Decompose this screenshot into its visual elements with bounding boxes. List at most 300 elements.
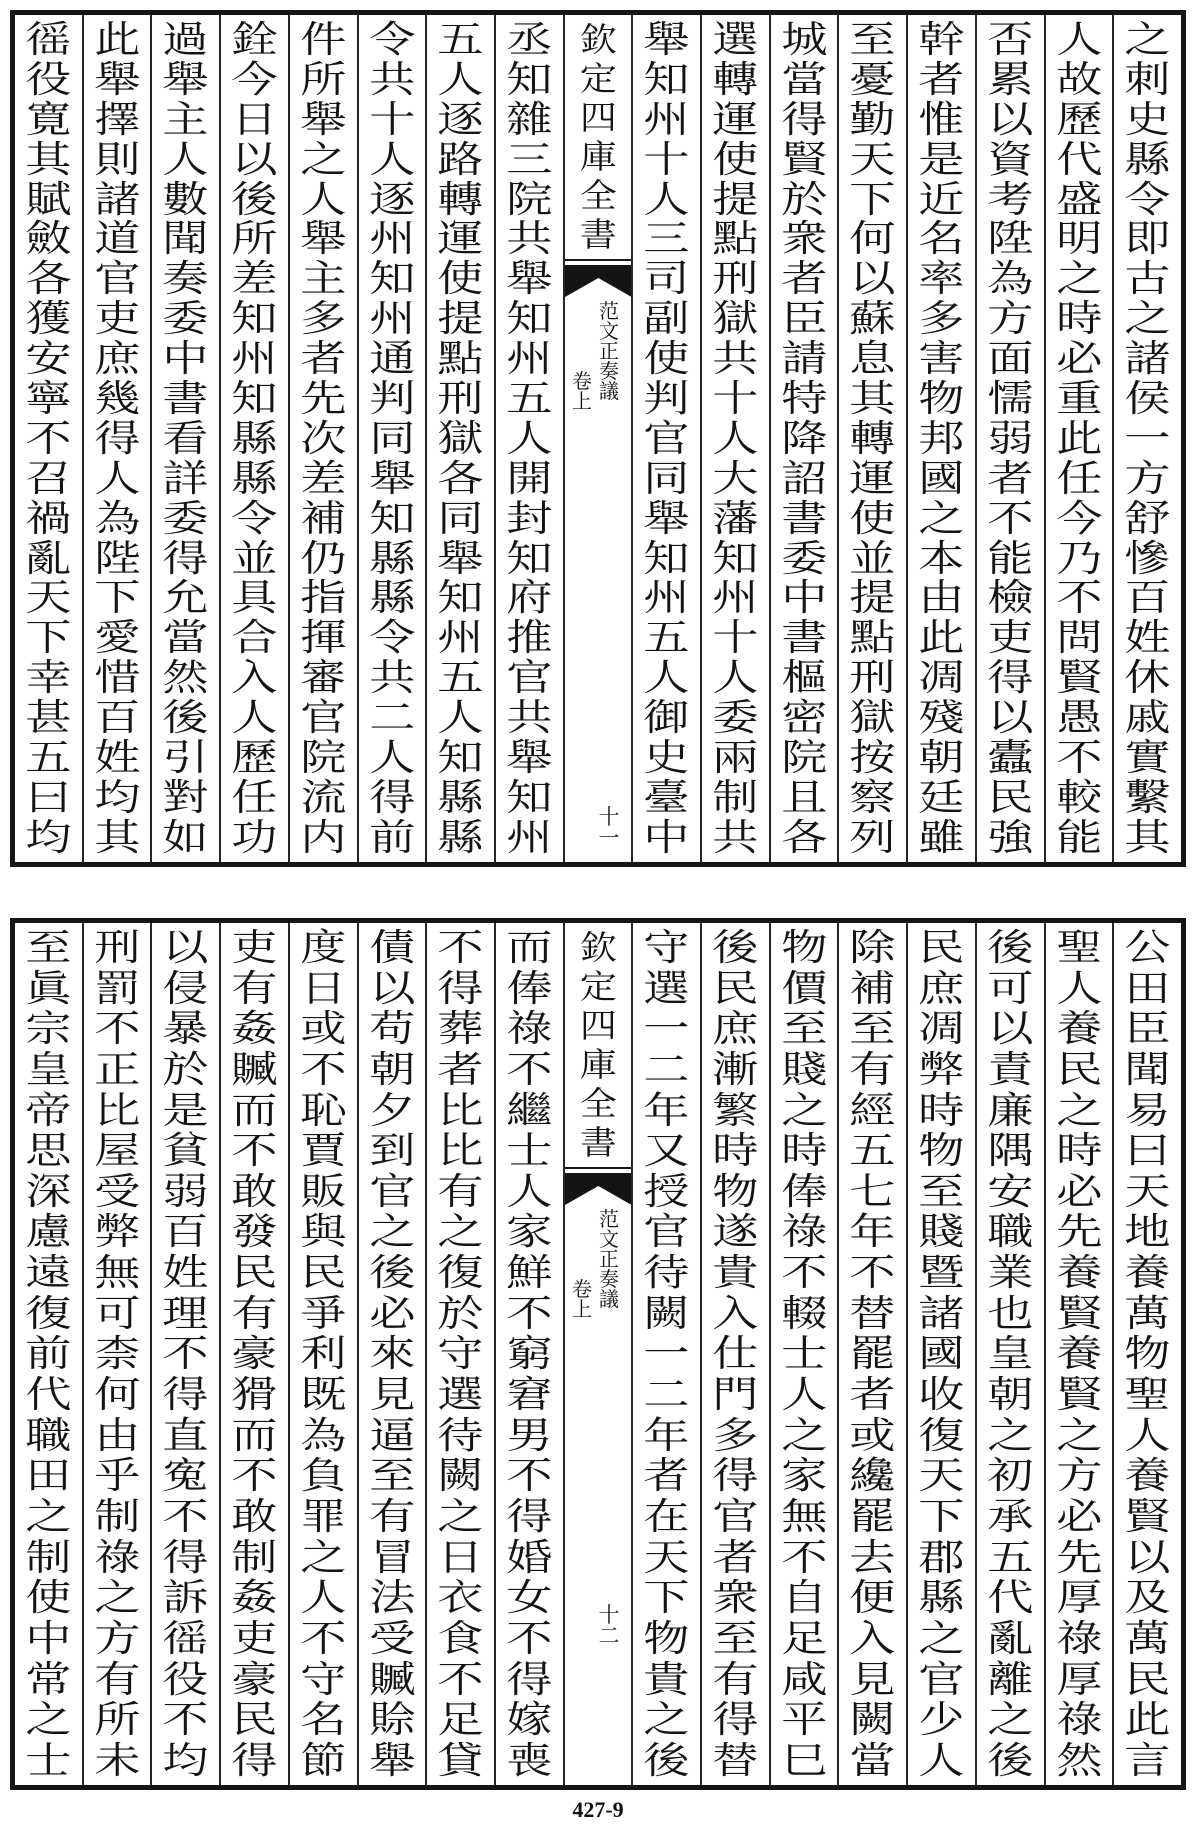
glyph: 復 [25, 1291, 72, 1335]
glyph: 姦 [231, 1576, 278, 1620]
glyph: 察 [849, 775, 896, 819]
glyph: 四 [579, 98, 617, 137]
glyph: 詔 [780, 456, 828, 500]
glyph: 得 [162, 536, 209, 580]
glyph: 不 [162, 1494, 209, 1538]
glyph: 憂 [849, 57, 896, 101]
glyph: 舉 [300, 217, 347, 261]
glyph: 丞 [506, 18, 553, 61]
glyph: 巳 [780, 1738, 828, 1782]
glyph: 本 [918, 536, 965, 580]
glyph: 轉 [712, 57, 759, 101]
glyph: 責 [987, 1047, 1034, 1091]
glyph: 賦 [25, 177, 72, 221]
glyph: 或 [300, 1007, 347, 1051]
column-text [625, 926, 708, 1782]
glyph: 提 [712, 177, 759, 221]
glyph: 於 [162, 1047, 209, 1091]
glyph: 否 [987, 18, 1034, 61]
glyph: 且 [780, 775, 828, 819]
glyph: 考 [987, 177, 1034, 221]
glyph: 侯 [1124, 377, 1171, 421]
glyph: 揮 [300, 616, 347, 660]
glyph: 之 [987, 1413, 1034, 1457]
glyph: 禍 [25, 496, 72, 540]
glyph: 後 [987, 1738, 1034, 1782]
text-column-5 [837, 15, 906, 862]
glyph: 下 [93, 576, 141, 620]
glyph: 曰 [1124, 1129, 1171, 1173]
glyph: 不 [849, 1251, 896, 1295]
glyph: 弊 [93, 1210, 141, 1254]
glyph: 州 [506, 815, 553, 859]
glyph: 民 [918, 926, 965, 969]
glyph: 刑 [849, 656, 896, 700]
glyph: 祿 [93, 1535, 141, 1579]
glyph: 慮 [25, 1210, 72, 1254]
glyph: 文 [599, 1227, 620, 1251]
glyph: 欽 [579, 928, 617, 967]
glyph: 者 [437, 1047, 484, 1091]
glyph: 之 [1124, 18, 1171, 61]
glyph: 待 [437, 1413, 484, 1457]
glyph: 姦 [231, 1007, 278, 1051]
glyph: 其 [93, 815, 141, 859]
glyph: 理 [162, 1291, 209, 1335]
glyph: 差 [300, 456, 347, 500]
glyph: 此 [93, 18, 141, 61]
glyph: 令 [368, 616, 416, 660]
glyph: 主 [162, 97, 209, 141]
glyph: 罷 [849, 1332, 896, 1376]
glyph: 天 [25, 576, 72, 620]
glyph: 書 [162, 377, 209, 421]
glyph: 百 [162, 1210, 209, 1254]
glyph: 其 [849, 377, 896, 421]
glyph: 此 [1124, 1698, 1171, 1742]
glyph: 賢 [1055, 1291, 1103, 1335]
glyph: 五 [506, 377, 553, 421]
glyph: 到 [368, 1129, 416, 1173]
glyph: 刑 [712, 257, 759, 301]
glyph: 平 [780, 1698, 828, 1742]
text-column-6 [769, 923, 838, 1785]
glyph: 下 [918, 1494, 965, 1538]
glyph: 官 [506, 656, 553, 700]
glyph: 來 [368, 1332, 416, 1376]
glyph: 繁 [712, 1088, 759, 1132]
glyph: 范 [599, 1207, 620, 1231]
glyph: 物 [643, 1616, 690, 1660]
glyph: 路 [437, 137, 484, 181]
glyph: 以 [987, 1007, 1034, 1051]
glyph: 縣 [231, 456, 278, 500]
glyph: 縣 [1124, 137, 1171, 181]
volume-label [569, 371, 595, 411]
glyph: 至 [918, 1169, 965, 1213]
glyph: 年 [849, 1210, 896, 1254]
glyph: 後 [643, 1738, 690, 1782]
glyph: 陛 [93, 536, 141, 580]
glyph: 祿 [1055, 1616, 1103, 1660]
glyph: 天 [1124, 1169, 1171, 1213]
glyph: 獄 [437, 416, 484, 460]
glyph: 日 [300, 966, 347, 1010]
glyph: 衣 [437, 1576, 484, 1620]
glyph: 得 [780, 97, 828, 141]
glyph: 之 [300, 1535, 347, 1579]
glyph: 祿 [1055, 1698, 1103, 1742]
glyph: 夕 [368, 1088, 416, 1132]
glyph: 知 [506, 297, 553, 341]
glyph: 使 [437, 257, 484, 301]
glyph: 縣 [368, 576, 416, 620]
glyph: 賢 [1055, 1373, 1103, 1417]
glyph: 入 [231, 656, 278, 700]
glyph: 息 [849, 337, 896, 381]
glyph: 皇 [25, 1047, 72, 1091]
glyph: 可 [987, 966, 1034, 1010]
glyph: 知 [712, 536, 759, 580]
glyph: 愛 [93, 616, 141, 660]
glyph: 中 [780, 576, 828, 620]
glyph: 至 [780, 1007, 828, 1051]
glyph: 弱 [987, 416, 1034, 460]
glyph: 人 [1055, 966, 1103, 1010]
glyph: 大 [712, 456, 759, 500]
glyph: 其 [1124, 815, 1171, 859]
glyph: 天 [849, 137, 896, 181]
text-column-11 [357, 15, 426, 862]
glyph: 惜 [93, 656, 141, 700]
glyph: 賤 [918, 1210, 965, 1254]
glyph: 庶 [712, 1007, 759, 1051]
glyph: 率 [918, 257, 965, 301]
glyph: 知 [368, 257, 416, 301]
glyph: 之 [1055, 1088, 1103, 1132]
glyph: 衆 [780, 217, 828, 261]
glyph: 百 [1124, 576, 1171, 620]
glyph: 入 [849, 1616, 896, 1660]
glyph: 使 [643, 337, 690, 381]
glyph: 害 [918, 337, 965, 381]
glyph: 厚 [1055, 1657, 1103, 1701]
glyph: 書 [780, 616, 828, 660]
glyph: 並 [231, 536, 278, 580]
glyph: 物 [918, 377, 965, 421]
glyph: 既 [300, 1373, 347, 1417]
glyph: 書 [780, 496, 828, 540]
glyph: 幸 [25, 656, 72, 700]
banxin-column [563, 923, 632, 1785]
glyph: 雖 [918, 815, 965, 859]
glyph: 多 [918, 297, 965, 341]
glyph: 近 [918, 177, 965, 221]
text-column-4 [906, 923, 975, 1785]
glyph: 蠹 [987, 736, 1034, 780]
glyph: 寃 [162, 1454, 209, 1498]
glyph: 守 [437, 1332, 484, 1376]
glyph: 得 [437, 966, 484, 1010]
glyph: 而 [506, 926, 553, 969]
glyph: 内 [300, 815, 347, 859]
glyph: 指 [300, 576, 347, 620]
glyph: 縣 [231, 416, 278, 460]
glyph: 販 [300, 1169, 347, 1213]
glyph: 選 [643, 966, 690, 1010]
glyph: 惟 [918, 97, 965, 141]
glyph: 請 [780, 337, 828, 381]
glyph: 民 [712, 966, 759, 1010]
glyph: 所 [231, 217, 278, 261]
glyph: 有 [437, 1169, 484, 1213]
glyph: 史 [643, 736, 690, 780]
glyph: 家 [506, 1210, 553, 1254]
glyph: 推 [506, 616, 553, 660]
banxin-column [563, 15, 632, 862]
glyph: 點 [712, 217, 759, 261]
glyph: 官 [368, 1169, 416, 1213]
glyph: 之 [93, 1576, 141, 1620]
glyph: 二 [368, 696, 416, 740]
glyph: 代 [1055, 137, 1103, 181]
text-column-3 [975, 923, 1044, 1785]
text-column-7 [700, 15, 769, 862]
glyph: 縣 [437, 775, 484, 819]
glyph: 地 [1124, 1210, 1171, 1254]
glyph: 正 [93, 1047, 141, 1091]
glyph: 仍 [300, 536, 347, 580]
glyph: 入 [712, 1291, 759, 1335]
glyph: 開 [506, 456, 553, 500]
glyph: 實 [1124, 736, 1171, 780]
glyph: 者 [849, 1373, 896, 1417]
glyph: 累 [987, 57, 1034, 101]
glyph: 承 [987, 1494, 1034, 1538]
glyph: 賢 [780, 137, 828, 181]
glyph: 由 [918, 576, 965, 620]
glyph: 共 [506, 696, 553, 740]
glyph: 舉 [368, 456, 416, 500]
glyph: 無 [93, 1251, 141, 1295]
glyph: 去 [849, 1535, 896, 1579]
column-text [7, 18, 90, 859]
glyph: 府 [506, 576, 553, 620]
glyph: 共 [506, 217, 553, 261]
glyph: 守 [643, 926, 690, 969]
glyph: 同 [437, 496, 484, 540]
glyph: 不 [93, 1007, 141, 1051]
glyph: 使 [712, 137, 759, 181]
glyph: 戚 [1124, 696, 1171, 740]
glyph: 當 [780, 57, 828, 101]
glyph: 窮 [506, 1332, 553, 1376]
glyph: 咸 [780, 1657, 828, 1701]
glyph: 比 [437, 1088, 484, 1132]
glyph: 知 [231, 297, 278, 341]
glyph: 以 [368, 966, 416, 1010]
glyph: 共 [712, 337, 759, 381]
glyph: 所 [300, 57, 347, 101]
glyph: 亂 [987, 1616, 1034, 1660]
glyph: 可 [93, 1291, 141, 1335]
glyph: 罷 [849, 1494, 896, 1538]
glyph: 知 [506, 775, 553, 819]
glyph: 負 [300, 1454, 347, 1498]
glyph: 葬 [437, 1007, 484, 1051]
glyph: 十 [712, 377, 759, 421]
glyph: 各 [437, 456, 484, 500]
glyph: 十 [368, 97, 416, 141]
glyph: 冒 [368, 1535, 416, 1579]
glyph: 逐 [437, 97, 484, 141]
text-column-9 [494, 15, 563, 862]
glyph: 以 [231, 137, 278, 181]
glyph: 各 [780, 815, 828, 859]
glyph: 四 [579, 1006, 617, 1045]
glyph: 得 [93, 416, 141, 460]
glyph: 時 [918, 1088, 965, 1132]
glyph: 舉 [643, 496, 690, 540]
glyph: 知 [643, 57, 690, 101]
collection-title [561, 20, 636, 254]
glyph: 道 [93, 217, 141, 261]
glyph: 得 [712, 1698, 759, 1742]
glyph: 轉 [849, 416, 896, 460]
glyph: 者 [300, 337, 347, 381]
glyph: 運 [437, 217, 484, 261]
leaf-panel-lower [10, 918, 1186, 1790]
text-column-14 [150, 15, 219, 862]
glyph: 苟 [368, 1007, 416, 1051]
glyph: 問 [1055, 616, 1103, 660]
glyph: 先 [1055, 1210, 1103, 1254]
glyph: 縣 [437, 815, 484, 859]
glyph: 詳 [162, 456, 209, 500]
glyph: 定 [579, 59, 617, 98]
glyph: 輟 [780, 1291, 828, 1335]
glyph: 知 [643, 536, 690, 580]
glyph: 下 [25, 616, 72, 660]
glyph: 人 [506, 1169, 553, 1213]
glyph: 院 [300, 736, 347, 780]
glyph: 樞 [780, 656, 828, 700]
glyph: 時 [712, 1129, 759, 1173]
glyph: 休 [1124, 656, 1171, 700]
glyph: 五 [25, 736, 72, 780]
glyph: 五 [987, 1535, 1034, 1579]
glyph: 蘇 [849, 297, 896, 341]
glyph: 知 [231, 377, 278, 421]
glyph: 具 [231, 576, 278, 620]
glyph: 上 [572, 1297, 593, 1321]
glyph: 豪 [231, 1657, 278, 1701]
glyph: 罰 [93, 966, 141, 1010]
glyph: 古 [1124, 257, 1171, 301]
glyph: 收 [918, 1373, 965, 1417]
glyph: 萬 [1124, 1291, 1171, 1335]
glyph: 史 [1124, 97, 1171, 141]
glyph: 諸 [1124, 337, 1171, 381]
glyph: 民 [231, 1698, 278, 1742]
glyph: 五 [643, 616, 690, 660]
glyph: 制 [231, 1535, 278, 1579]
glyph: 選 [712, 18, 759, 61]
fishtail-mark [565, 265, 632, 297]
glyph: 數 [162, 177, 209, 221]
glyph: 州 [368, 297, 416, 341]
glyph: 委 [162, 496, 209, 540]
glyph: 天 [643, 1535, 690, 1579]
glyph: 為 [300, 1413, 347, 1457]
glyph: 是 [162, 1088, 209, 1132]
glyph: 均 [25, 815, 72, 859]
fishtail-mark [565, 1173, 632, 1205]
glyph: 委 [780, 536, 828, 580]
text-column-15 [82, 15, 151, 862]
glyph: 言 [1124, 1738, 1171, 1782]
text-column-8 [631, 15, 700, 862]
glyph: 祿 [506, 1007, 553, 1051]
glyph: 代 [987, 1576, 1034, 1620]
text-column-11 [357, 923, 426, 1785]
glyph: 檢 [987, 576, 1034, 620]
glyph: 奏 [599, 1267, 620, 1291]
glyph: 寧 [25, 377, 72, 421]
glyph: 不 [231, 1129, 278, 1173]
glyph: 得 [368, 775, 416, 819]
glyph: 各 [25, 257, 72, 301]
glyph: 後 [987, 926, 1034, 969]
text-column-12 [288, 15, 357, 862]
glyph: 人 [368, 736, 416, 780]
glyph: 離 [987, 1657, 1034, 1701]
leaf-number [596, 807, 622, 849]
glyph: 不 [506, 1616, 553, 1660]
glyph: 徭 [162, 1616, 209, 1660]
text-column-10 [425, 15, 494, 862]
glyph: 不 [231, 1454, 278, 1498]
glyph: 萬 [1124, 1616, 1171, 1660]
glyph: 寛 [25, 97, 72, 141]
glyph: 於 [437, 1291, 484, 1335]
glyph: 初 [987, 1454, 1034, 1498]
glyph: 吏 [987, 616, 1034, 660]
glyph: 何 [849, 217, 896, 261]
glyph: 廷 [918, 775, 965, 819]
column-text [625, 18, 708, 859]
glyph: 人 [1124, 1413, 1171, 1457]
glyph: 令 [231, 496, 278, 540]
glyph: 明 [1055, 217, 1103, 261]
leaf-panel-upper [10, 10, 1186, 867]
glyph: 或 [849, 1413, 896, 1457]
glyph: 同 [368, 416, 416, 460]
glyph: 五 [437, 18, 484, 61]
banxin-rule [565, 1167, 632, 1169]
glyph: 運 [712, 97, 759, 141]
glyph: 弱 [162, 1169, 209, 1213]
glyph: 欽 [579, 20, 617, 59]
glyph: 不 [506, 1291, 553, 1335]
glyph: 共 [712, 815, 759, 859]
glyph: 無 [780, 1494, 828, 1538]
glyph: 知 [437, 736, 484, 780]
glyph: 養 [1055, 1007, 1103, 1051]
glyph: 州 [506, 337, 553, 381]
glyph: 使 [25, 1576, 72, 1620]
glyph: 姓 [93, 736, 141, 780]
